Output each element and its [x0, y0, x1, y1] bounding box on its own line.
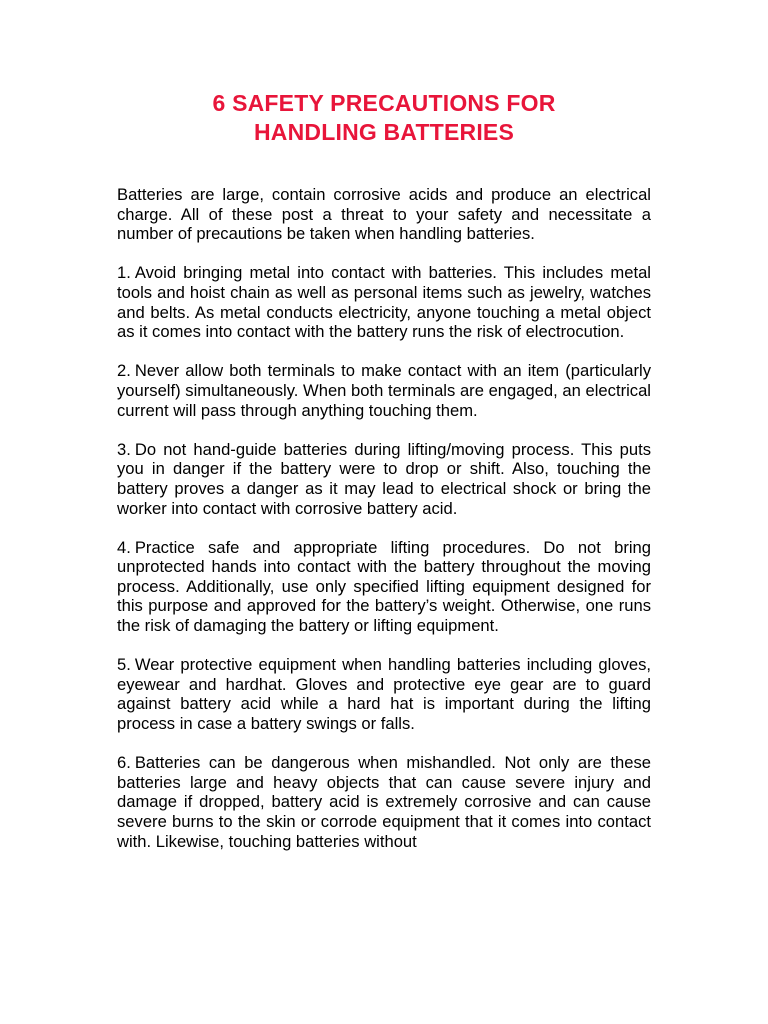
item-number: 1.	[117, 263, 131, 283]
precaution-item-6	[117, 753, 651, 851]
item-text: Practice safe and appropriate lifting procedures. Do not bring unprotected hands into contact with the battery throughout the moving process. Additionally, use only specified lifting equipment designed for this purpose and approved for the battery’s weight. Otherwise, one runs the risk of damaging the battery or lifting equipment.	[117, 537, 651, 636]
precaution-item-2	[117, 361, 651, 420]
precaution-item-4	[117, 538, 651, 636]
item-number: 3.	[117, 439, 131, 459]
title-line-1: 6 SAFETY PRECAUTIONS FOR	[212, 90, 556, 116]
intro-paragraph: Batteries are large, contain corrosive acids and produce an electrical charge. All of these post a threat to your safety and necessitate a number of precautions be taken when handling batteries.	[117, 185, 651, 244]
precaution-item-1	[117, 263, 651, 341]
page-title	[117, 89, 651, 147]
item-number: 2.	[117, 361, 131, 381]
item-text: Do not hand-guide batteries during lifting/moving process. This puts you in danger if the battery were to drop or shift. Also, touching the battery proves a danger as it may lead to electrical shock or bring the worker into contact with corrosive battery acid.	[117, 439, 651, 518]
item-number: 5.	[117, 655, 131, 675]
item-text: Batteries can be dangerous when mishandled. Not only are these batteries large and heavy objects that can cause severe injury and damage if dropped, battery acid is extremely corrosive and can cause severe burns to the skin or corrode equipment that it comes into contact with. Likewise, touching batteries without	[117, 753, 651, 851]
document-body	[117, 185, 651, 871]
item-text: Wear protective equipment when handling batteries including gloves, eyewear and hardhat. Gloves and protective eye gear are to guard against battery acid while a hard hat is important during the lifting process in case a battery swings or falls.	[117, 655, 651, 734]
title-line-2: HANDLING BATTERIES	[253, 119, 514, 145]
item-number: 4.	[117, 537, 131, 557]
precaution-item-5	[117, 655, 651, 733]
item-text: Never allow both terminals to make contact with an item (particularly yourself) simultaneously. When both terminals are engaged, an electrical current will pass through anything touching them.	[117, 361, 651, 420]
precaution-item-3	[117, 440, 651, 518]
item-text: Avoid bringing metal into contact with batteries. This includes metal tools and hoist chain as well as personal items such as jewelry, watches and belts. As metal conducts electricity, anyone touching a metal object as it comes into contact with the battery runs the risk of electrocution.	[117, 263, 651, 342]
item-number: 6.	[117, 753, 131, 773]
